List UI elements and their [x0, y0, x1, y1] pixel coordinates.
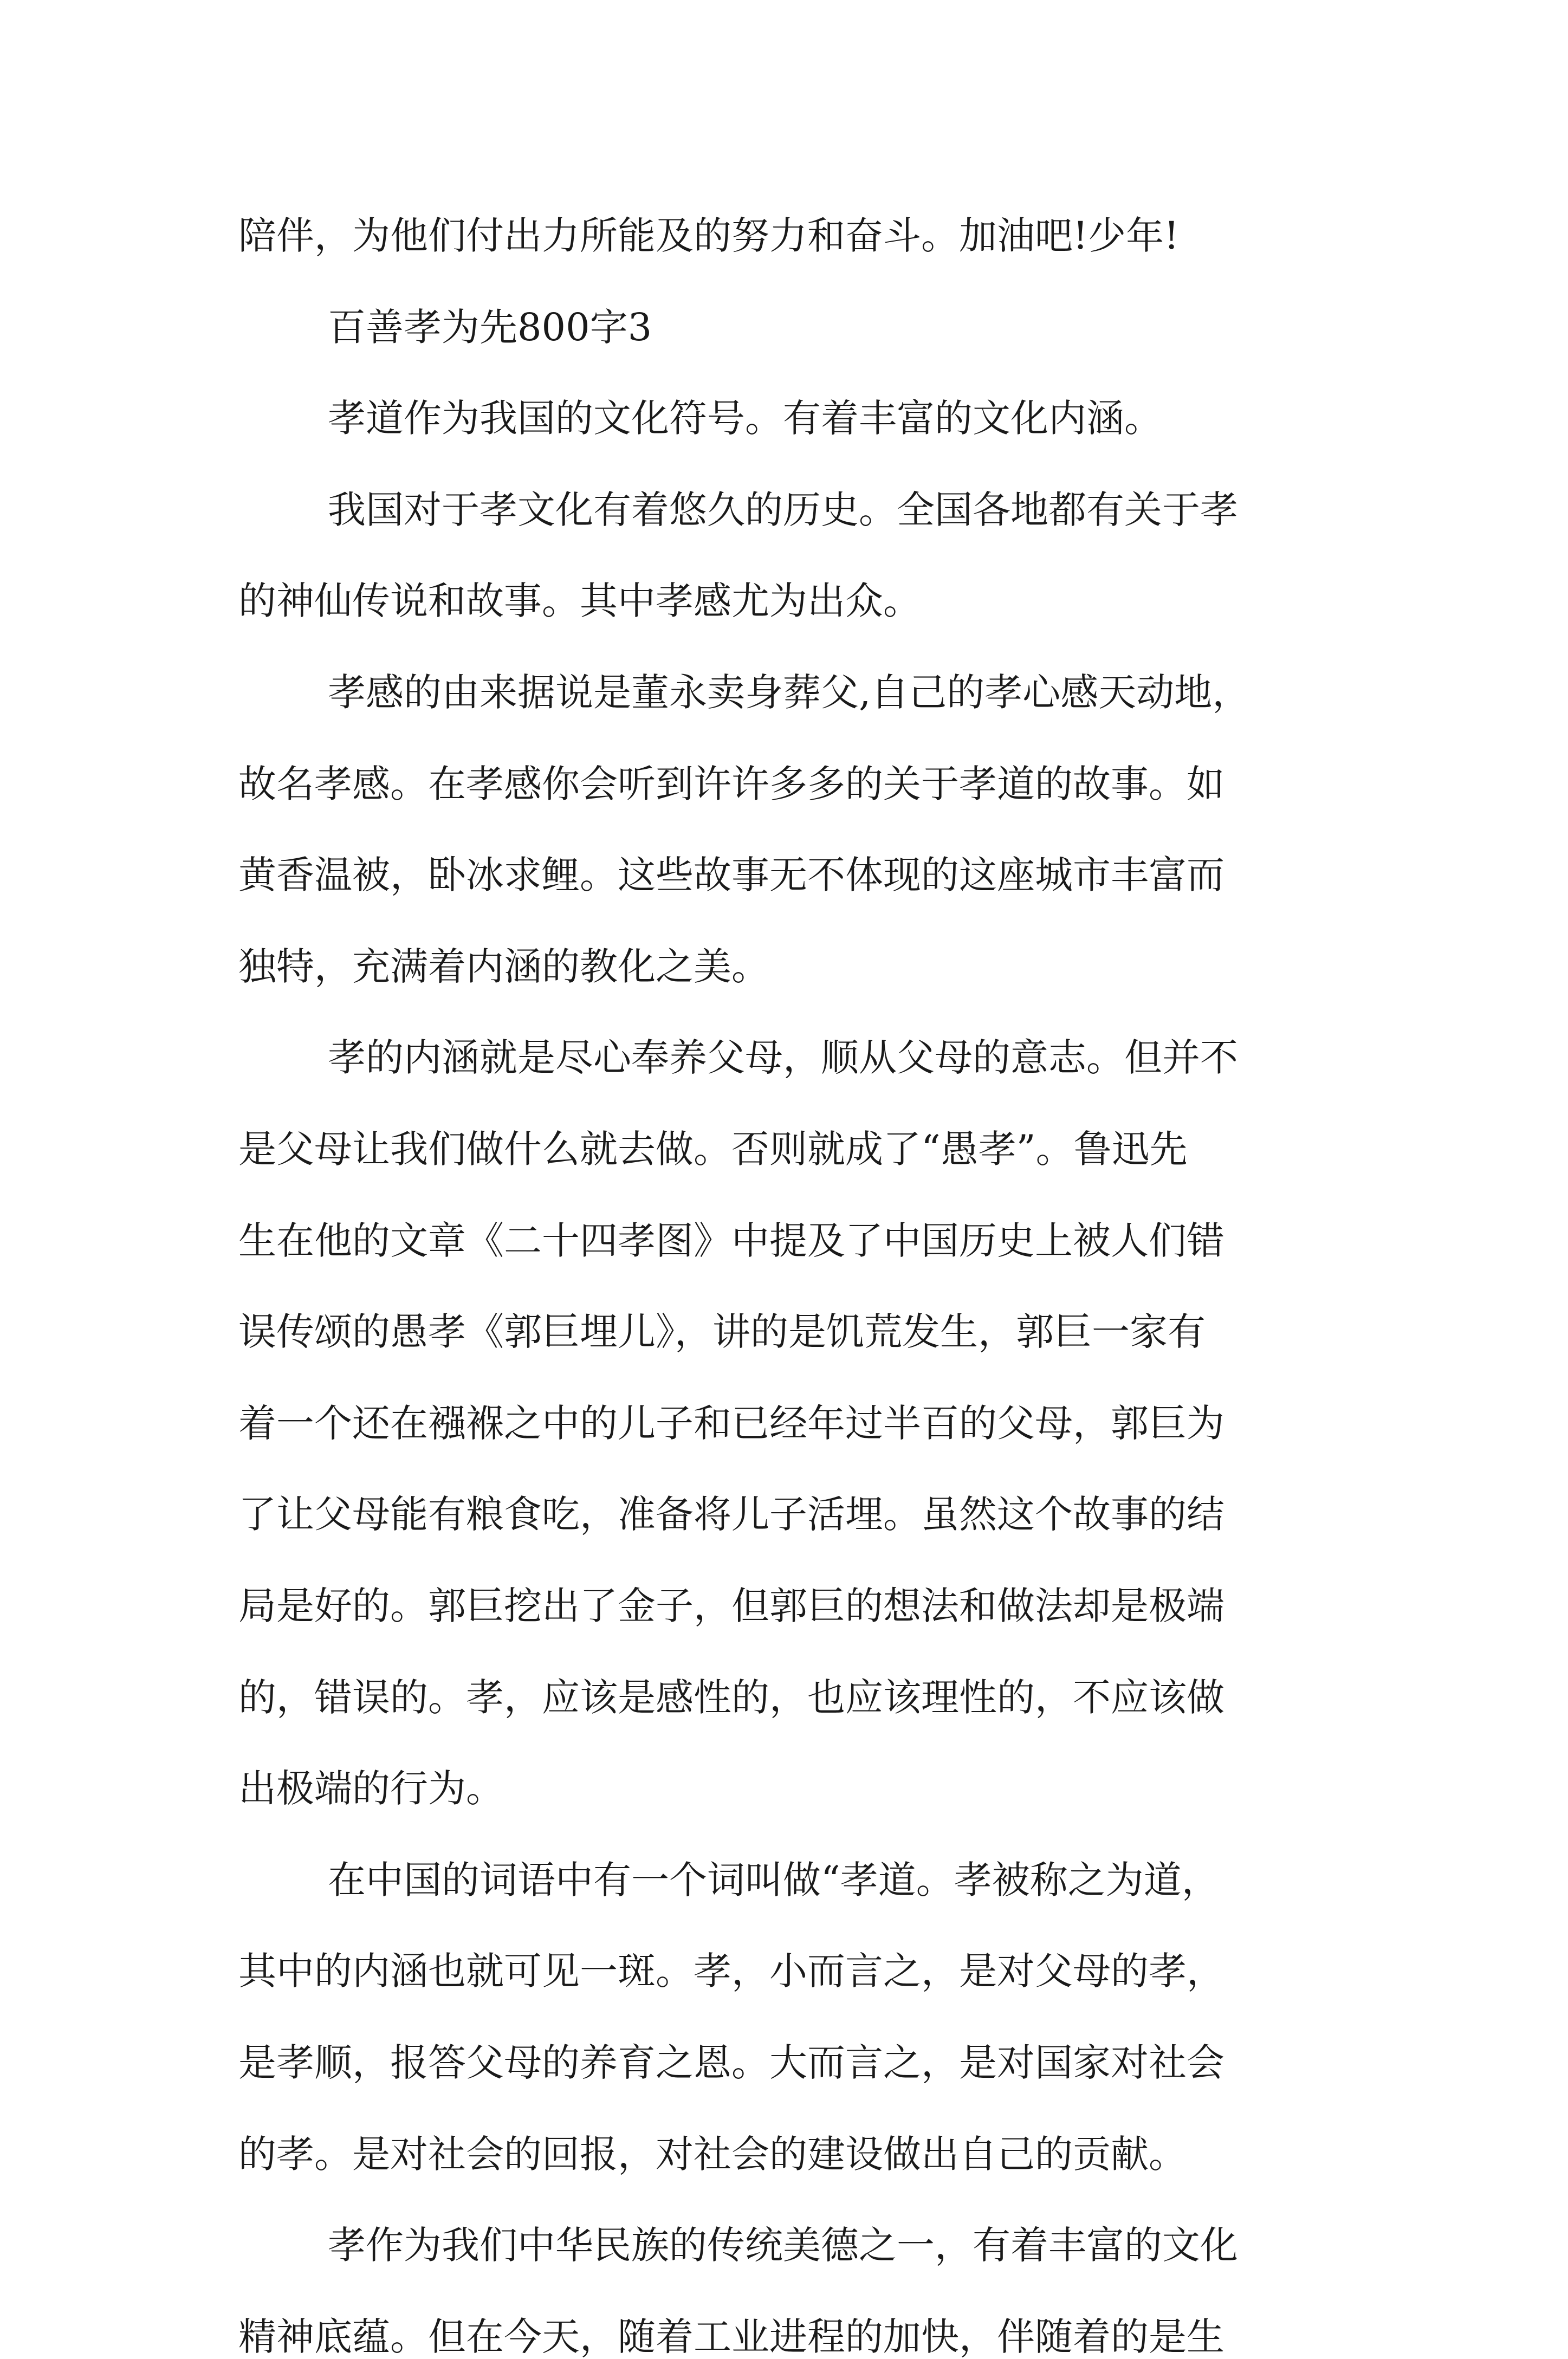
text-line: 孝作为我们中华民族的传统美德之一，有着丰富的文化 — [328, 2223, 1238, 2267]
text-line: 了让父母能有粮食吃，准备将儿子活埋。虽然这个故事的结 — [238, 1492, 1224, 1537]
text-line: 着一个还在襁褓之中的儿子和已经年过半百的父母，郭巨为 — [238, 1401, 1224, 1446]
text-line: 陪伴，为他们付出力所能及的努力和奋斗。加油吧!少年! — [238, 213, 1180, 258]
text-line: 百善孝为先800字3 — [328, 305, 652, 349]
text-line: 是父母让我们做什么就去做。否则就成了“愚孝”。鲁迅先 — [238, 1127, 1188, 1171]
text-line: 生在他的文章《二十四孝图》中提及了中国历史上被人们错 — [238, 1219, 1224, 1263]
text-line: 其中的内涵也就可见一斑。孝，小而言之，是对父母的孝， — [238, 1949, 1224, 1993]
text-line: 局是好的。郭巨挖出了金子，但郭巨的想法和做法却是极端 — [238, 1584, 1224, 1628]
text-line: 出极端的行为。 — [238, 1766, 504, 1811]
text-line: 在中国的词语中有一个词叫做“孝道。孝被称之为道， — [328, 1858, 1220, 1902]
text-line: 误传颂的愚孝《郭巨埋儿》，讲的是饥荒发生，郭巨一家有 — [238, 1310, 1206, 1354]
text-line: 的孝。是对社会的回报，对社会的建设做出自己的贡献。 — [238, 2132, 1187, 2176]
text-line: 是孝顺，报答父母的养育之恩。大而言之，是对国家对社会 — [238, 2040, 1224, 2085]
text-line: 独特，充满着内涵的教化之美。 — [238, 944, 769, 989]
text-line: 精神底蕴。但在今天，随着工业进程的加快，伴随着的是生 — [238, 2315, 1224, 2359]
text-line: 的神仙传说和故事。其中孝感尤为出众。 — [238, 579, 921, 623]
text-line: 故名孝感。在孝感你会听到许许多多的关于孝道的故事。如 — [238, 762, 1224, 806]
text-line: 的，错误的。孝，应该是感性的，也应该理性的，不应该做 — [238, 1675, 1224, 1720]
text-line: 我国对于孝文化有着悠久的历史。全国各地都有关于孝 — [328, 488, 1238, 532]
text-line: 孝感的由来据说是董永卖身葬父,自己的孝心感天动地， — [328, 670, 1250, 715]
text-line: 孝的内涵就是尽心奉养父母，顺从父母的意志。但并不 — [328, 1035, 1238, 1080]
text-line: 孝道作为我国的文化符号。有着丰富的文化内涵。 — [328, 396, 1162, 440]
text-line: 黄香温被，卧冰求鲤。这些故事无不体现的这座城市丰富而 — [238, 853, 1224, 897]
